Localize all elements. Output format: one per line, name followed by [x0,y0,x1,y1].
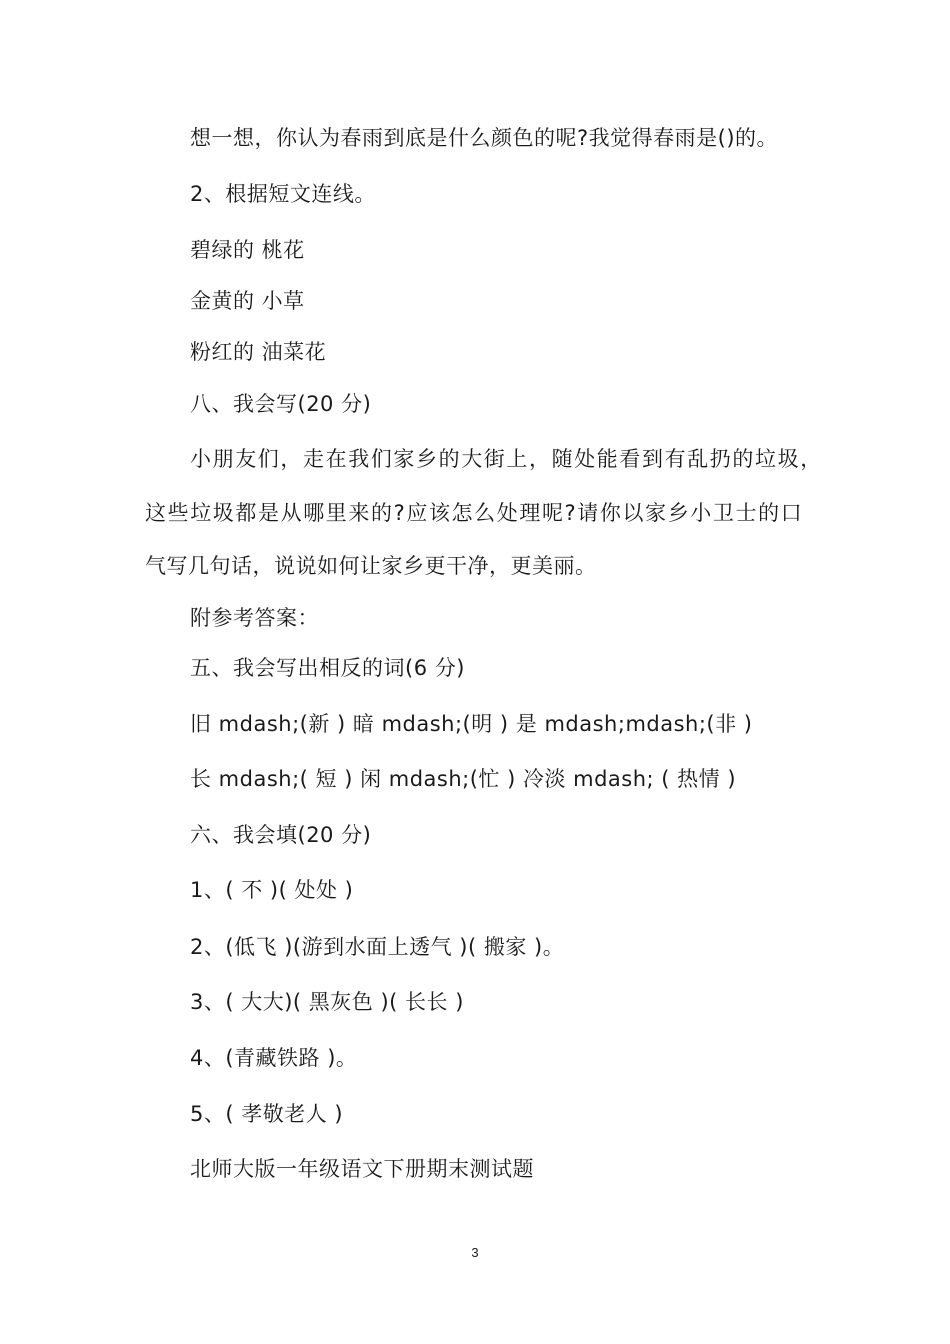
answer-key-heading: 附参考答案： [190,606,319,630]
antonym-answers-row-1: 旧 mdash;(新 ) 暗 mdash;(明 ) 是 mdash;mdash;(非 ) [190,712,753,736]
fill-answer-5: 5、( 孝敬老人 ) [190,1102,344,1126]
writing-prompt-line-1: 小朋友们，走在我们家乡的大街上，随处能看到有乱扔的垃圾， [190,447,823,471]
document-title-footer: 北师大版一年级语文下册期末测试题 [190,1157,534,1181]
match-item-1: 碧绿的 桃花 [190,238,305,262]
section-6-heading: 六、我会填(20 分) [190,823,372,847]
section-5-heading: 五、我会写出相反的词(6 分) [190,656,465,680]
match-item-2: 金黄的 小草 [190,289,305,313]
antonym-answers-row-2: 长 mdash;( 短 ) 闲 mdash;(忙 ) 冷淡 mdash; ( 热情 ) [190,767,737,791]
fill-answer-2: 2、(低飞 )(游到水面上透气 )( 搬家 )。 [190,935,565,959]
question-text-spring-rain: 想一想，你认为春雨到底是什么颜色的呢?我觉得春雨是()的。 [190,126,779,150]
fill-answer-4: 4、(青藏铁路 )。 [190,1046,358,1070]
section-8-heading: 八、我会写(20 分) [190,392,372,416]
match-item-3: 粉红的 油菜花 [190,340,327,364]
page-number: 3 [471,1245,479,1260]
question-2-heading: 2、根据短文连线。 [190,182,376,206]
fill-answer-1: 1、( 不 )( 处处 ) [190,878,354,902]
writing-prompt-line-2: 这些垃圾都是从哪里来的?应该怎么处理呢?请你以家乡小卫士的口 [145,501,804,525]
fill-answer-3: 3、( 大大)( 黑灰色 )( 长长 ) [190,990,464,1014]
writing-prompt-line-3: 气写几句话，说说如何让家乡更干净，更美丽。 [145,554,597,578]
